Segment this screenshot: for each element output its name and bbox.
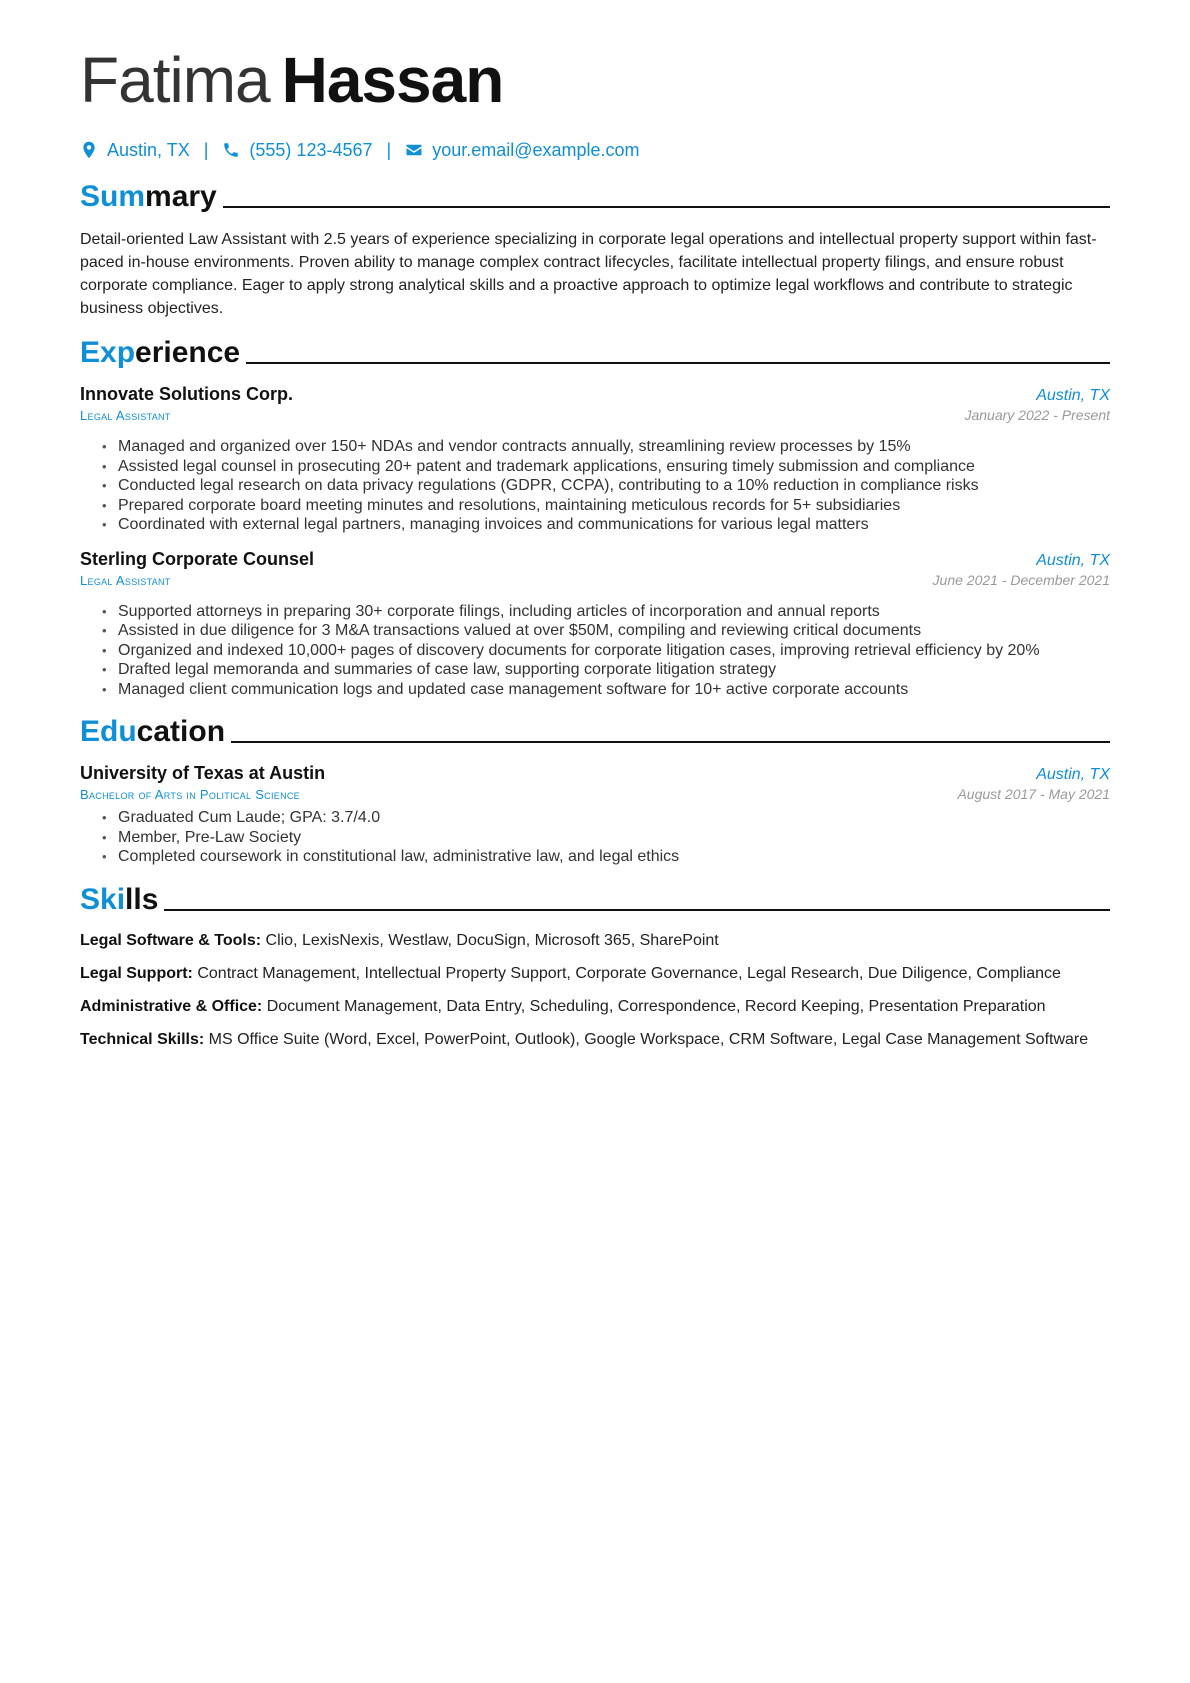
list-item: • Managed and organized over 150+ NDAs and vendor contracts annually, streamlining review processes by 15% — [118, 437, 1110, 457]
employer-name: Sterling Corporate Counsel — [80, 548, 315, 569]
education-bullets — [80, 808, 1110, 867]
skill-items: Clio, LexisNexis, Westlaw, DocuSign, Microsoft 365, SharePoint — [265, 931, 719, 949]
skill-items: Document Management, Data Entry, Scheduling, Correspondence, Record Keeping, Presentation Preparation — [266, 997, 1046, 1015]
map-pin-icon — [80, 141, 98, 159]
list-item: • Member, Pre-Law Society — [118, 828, 1110, 848]
section-rule — [246, 362, 1110, 364]
job-dates: June 2021 - December 2021 — [932, 571, 1110, 588]
skills-list — [80, 931, 1110, 1050]
phone-text: (555) 123-4567 — [249, 139, 373, 160]
first-name: Fatima — [80, 44, 270, 116]
job-bullets — [80, 602, 1110, 700]
list-item: • Organized and indexed 10,000+ pages of discovery documents for corporate litigation cases, improving retrieval efficiency by 20% — [118, 641, 1110, 661]
heading-accent: Edu — [80, 715, 137, 748]
contact-location — [80, 140, 190, 161]
job-dates: January 2022 - Present — [964, 407, 1110, 423]
experience-heading — [80, 334, 1110, 370]
skill-category: Technical Skills: — [80, 1030, 205, 1048]
list-item: • Supported attorneys in preparing 30+ corporate filings, including articles of incorporation and annual reports — [118, 602, 1110, 622]
list-item: • Coordinated with external legal partners, managing invoices and communications for various legal matters — [118, 515, 1110, 535]
heading-rest: mary — [145, 180, 217, 213]
list-item: • Prepared corporate board meeting minutes and resolutions, maintaining meticulous records for 5+ subsidiaries — [118, 496, 1110, 516]
contact-separator: | — [203, 139, 209, 160]
section-rule — [164, 909, 1110, 911]
envelope-icon — [405, 141, 423, 159]
employer-location: Austin, TX — [1036, 551, 1110, 569]
education-heading — [80, 713, 1110, 749]
contact-separator: | — [386, 139, 392, 160]
education-dates: August 2017 - May 2021 — [957, 786, 1110, 802]
heading-rest: lls — [125, 882, 159, 916]
heading-rest: cation — [136, 715, 226, 748]
list-item: • Conducted legal research on data privacy regulations (GDPR, CCPA), contributing to a 10% reduction in compliance risks — [118, 476, 1110, 496]
degree: Bachelor of Arts in Political Science — [80, 787, 300, 802]
list-item: • Completed coursework in constitutional law, administrative law, and legal ethics — [118, 847, 1110, 867]
experience-entry — [80, 384, 1110, 535]
experience-entry — [80, 549, 1110, 700]
summary-text: Detail-oriented Law Assistant with 2.5 years of experience specializing in corporate legal operations and intellectual property support within fast-paced in-house environments. Proven ability to manage complex contract lifecycles, facilitate intellectual property filings, and ensure robust corporate compliance. Eager to apply strong analytical skills and a proactive approach to optimize legal workflows and contribute to strategic business objectives. — [80, 231, 1097, 317]
school-name: University of Texas at Austin — [80, 763, 326, 783]
location-text: Austin, TX — [107, 139, 190, 160]
section-rule — [223, 206, 1110, 208]
skills-heading — [80, 881, 1110, 917]
list-item: • Drafted legal memoranda and summaries of case law, supporting corporate litigation strategy — [118, 660, 1110, 680]
job-title: Legal Assistant — [80, 408, 171, 423]
heading-accent: Ski — [80, 882, 126, 916]
skill-row — [80, 997, 1110, 1017]
contact-bar — [80, 136, 1110, 164]
job-bullets — [80, 437, 1110, 535]
skill-items: MS Office Suite (Word, Excel, PowerPoint, Outlook), Google Workspace, CRM Software, Legal Case Management Software — [208, 1030, 1089, 1048]
skill-row — [80, 1030, 1110, 1050]
job-title: Legal Assistant — [80, 572, 171, 588]
phone-icon — [222, 141, 240, 159]
contact-email[interactable] — [405, 140, 639, 161]
heading-rest: erience — [135, 336, 241, 369]
candidate-name — [80, 44, 1110, 116]
contact-phone[interactable] — [222, 140, 372, 161]
education-entry — [80, 763, 1110, 867]
skill-items: Contract Management, Intellectual Property Support, Corporate Governance, Legal Research, Due Diligence, Compliance — [197, 964, 1061, 982]
skill-category: Legal Software & Tools: — [80, 931, 262, 949]
list-item: • Assisted legal counsel in prosecuting 20+ patent and trademark applications, ensuring timely submission and compliance — [118, 457, 1110, 477]
list-item: • Assisted in due diligence for 3 M&A transactions valued at over $50M, compiling and reviewing critical documents — [118, 621, 1110, 641]
section-rule — [231, 741, 1110, 743]
skill-row — [80, 931, 1110, 951]
list-item: • Graduated Cum Laude; GPA: 3.7/4.0 — [118, 808, 1110, 828]
school-location: Austin, TX — [1036, 766, 1110, 783]
employer-name: Innovate Solutions Corp. — [80, 384, 294, 404]
skill-category: Administrative & Office: — [80, 997, 263, 1015]
employer-location: Austin, TX — [1036, 387, 1110, 404]
skill-category: Legal Support: — [80, 964, 193, 982]
email-link[interactable]: your.email@example.com — [432, 139, 640, 160]
last-name: Hassan — [281, 44, 504, 116]
heading-accent: Sum — [80, 180, 146, 213]
skill-row — [80, 964, 1110, 984]
summary-heading — [80, 178, 1110, 214]
list-item: • Managed client communication logs and updated case management software for 10+ active corporate accounts — [118, 680, 1110, 700]
heading-accent: Exp — [80, 336, 136, 369]
